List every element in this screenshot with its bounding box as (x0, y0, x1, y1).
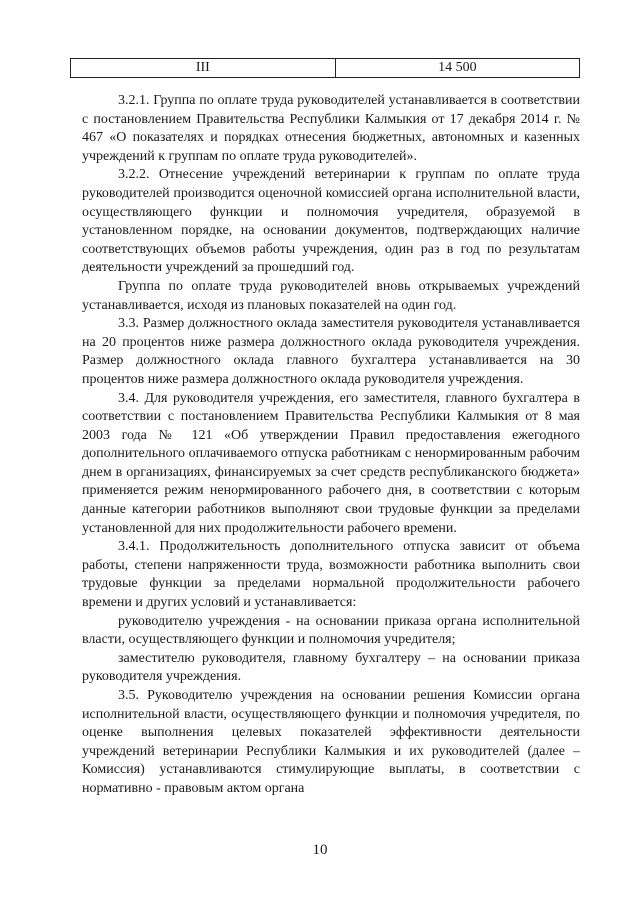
document-body (82, 92, 580, 799)
paragraph-3-4-1: 3.4.1. Продолжительность дополнительного отпуска зависит от объема работы, степени напряженности труда, возможности работника выполнить свои трудовые функции за пределами нормальной продолжительности рабочего времени и других условий и устанавливается: (82, 539, 580, 611)
page-number: 10 (312, 842, 328, 858)
header-cell-amount: 14 500 (335, 59, 579, 78)
header-table (70, 58, 580, 78)
paragraph-new-institutions: Группа по оплате труда руководителей вновь открываемых учреждений устанавливается, исходя из плановых показателей на один год. (82, 278, 580, 313)
paragraph-3-2-2: 3.2.2. Отнесение учреждений ветеринарии к группам по оплате труда руководителей производится оценочной комиссией органа исполнительной власти, осуществляющего функции и полномочия учредителя, образуемой в установленном порядке, на основании документов, подтверждающих наличие соответствующих объемов работы учреждения, один раз в год по результатам деятельности учреждений за прошедший год. (82, 167, 580, 276)
paragraph-deputy-leave: заместителю руководителя, главному бухгалтеру – на основании приказа руководителя учреждения. (82, 650, 580, 685)
paragraph-3-4: 3.4. Для руководителя учреждения, его заместителя, главного бухгалтера в соответствии с постановлением Правительства Республики Калмыкия от 8 мая 2003 года № 121 «Об утверждении Правил предоставления ежегодного дополнительного оплачиваемого отпуска работникам с ненормированным рабочим днем в организациях, финансируемых за счет средств республиканского бюджета» применяется режим ненормированного рабочего дня, в соответствии с которым данные категории работников выполняют свои трудовые функции за пределами установленной для них продолжительности рабочего времени. (82, 390, 580, 536)
paragraph-3-2-1: 3.2.1. Группа по оплате труда руководителей устанавливается в соответствии с постановлением Правительства Республики Калмыкия от 17 декабря 2014 г. № 467 «О показателях и порядках отнесения бюджетных, автономных и казенных учреждений к группам по оплате труда руководителей». (82, 93, 580, 164)
paragraph-3-5: 3.5. Руководителю учреждения на основании решения Комиссии органа исполнительной власти, осуществляющего функции и полномочия учредителя, по оценке выполнения целевых показателей эффективности деятельности учреждений ветеринарии Республики Калмыкия и их руководителей (далее – Комиссия) устанавливаются стимулирующие выплаты, в соответствии с нормативно - правовым актом органа (82, 688, 580, 796)
header-cell-group: III (71, 59, 336, 78)
paragraph-3-3: 3.3. Размер должностного оклада заместителя руководителя устанавливается на 20 процентов ниже размера должностного оклада руководителя учреждения. Размер должностного оклада главного бухгалтера устанавливается на 30 процентов ниже размера должностного оклада руководителя учреждения. (82, 316, 580, 387)
paragraph-head-leave: руководителю учреждения - на основании приказа органа исполнительной власти, осуществляющего функции и полномочия учредителя; (82, 613, 580, 648)
